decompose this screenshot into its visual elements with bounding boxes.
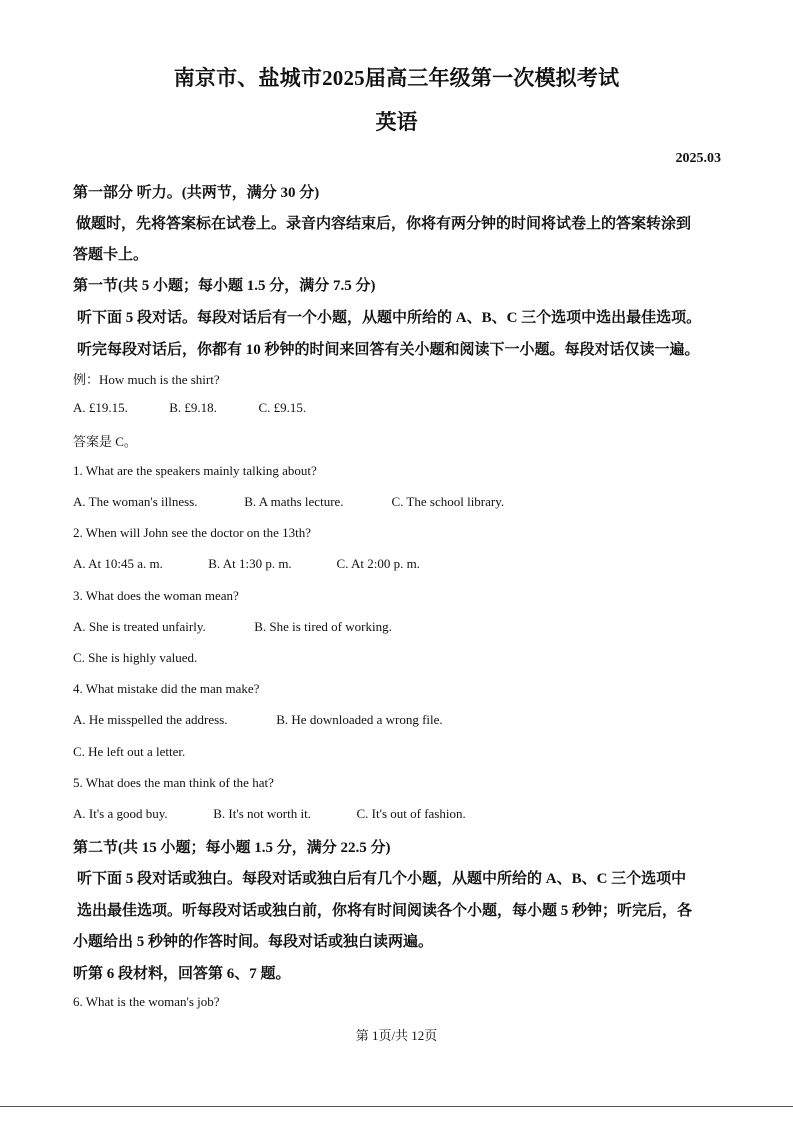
option-a: A. £19.15. bbox=[73, 400, 128, 415]
part1-heading: 第一部分 听力。(共两节，满分 30 分) bbox=[73, 185, 320, 201]
option-b: B. She is tired of working. bbox=[254, 619, 392, 634]
question-5-options bbox=[73, 806, 466, 822]
section2-instruction-line3: 小题给出 5 秒钟的作答时间。每段对话或独白读两遍。 bbox=[73, 934, 434, 950]
option-b: B. He downloaded a wrong file. bbox=[276, 712, 443, 727]
exam-title: 南京市、盐城市2025届高三年级第一次模拟考试 bbox=[173, 66, 620, 90]
option-a: A. It's a good buy. bbox=[73, 806, 168, 821]
question-1: 1. What are the speakers mainly talking about? bbox=[73, 463, 317, 478]
section1-instruction-line1: 听下面 5 段对话。每段对话后有一个小题，从题中所给的 A、B、C 三个选项中选出最佳选项。 bbox=[77, 310, 702, 326]
example-question: 例：How much is the shirt? bbox=[73, 372, 220, 387]
option-c: C. £9.15. bbox=[258, 400, 307, 415]
question-2: 2. When will John see the doctor on the 13th? bbox=[73, 525, 312, 540]
question-4-options bbox=[73, 712, 443, 728]
part1-instruction-line2: 答题卡上。 bbox=[73, 247, 149, 263]
section1-instruction-line2: 听完每段对话后，你都有 10 秒钟的时间来回答有关小题和阅读下一小题。每段对话仅读一遍。 bbox=[77, 342, 700, 358]
exam-date: 2025.03 bbox=[675, 151, 721, 166]
example-answer: 答案是 C。 bbox=[73, 434, 137, 449]
question-4-option-c: C. He left out a letter. bbox=[73, 744, 186, 759]
page-footer: 第 1页/共 12页 bbox=[355, 1028, 438, 1043]
section1-heading: 第一节(共 5 小题；每小题 1.5 分，满分 7.5 分) bbox=[73, 278, 376, 294]
option-a: A. The woman's illness. bbox=[73, 494, 198, 509]
question-6: 6. What is the woman's job? bbox=[73, 994, 220, 1009]
material-6-heading: 听第 6 段材料，回答第 6、7 题。 bbox=[73, 966, 291, 982]
option-a: A. She is treated unfairly. bbox=[73, 619, 206, 634]
question-3: 3. What does the woman mean? bbox=[73, 588, 239, 603]
option-b: B. It's not worth it. bbox=[213, 806, 311, 821]
section2-heading: 第二节(共 15 小题；每小题 1.5 分，满分 22.5 分) bbox=[73, 840, 391, 856]
option-c: C. It's out of fashion. bbox=[356, 806, 466, 821]
question-4: 4. What mistake did the man make? bbox=[73, 681, 260, 696]
part1-instruction-line1: 做题时，先将答案标在试卷上。录音内容结束后，你将有两分钟的时间将试卷上的答案转涂到 bbox=[76, 216, 692, 232]
question-3-options bbox=[73, 619, 392, 635]
question-3-option-c: C. She is highly valued. bbox=[73, 650, 198, 665]
option-b: B. £9.18. bbox=[169, 400, 217, 415]
option-a: A. He misspelled the address. bbox=[73, 712, 228, 727]
option-a: A. At 10:45 a. m. bbox=[73, 556, 163, 571]
option-c: C. The school library. bbox=[391, 494, 505, 509]
question-5: 5. What does the man think of the hat? bbox=[73, 775, 274, 790]
option-b: B. At 1:30 p. m. bbox=[208, 556, 292, 571]
section2-instruction-line2: 选出最佳选项。听每段对话或独白前，你将有时间阅读各个小题，每小题 5 秒钟；听完后，各 bbox=[77, 903, 693, 919]
bottom-rule bbox=[0, 1106, 793, 1107]
question-1-options bbox=[73, 494, 504, 510]
option-c: C. At 2:00 p. m. bbox=[336, 556, 420, 571]
section2-instruction-line1: 听下面 5 段对话或独白。每段对话或独白后有几个小题，从题中所给的 A、B、C 三个选项中 bbox=[77, 871, 687, 887]
example-options bbox=[73, 400, 306, 416]
question-2-options bbox=[73, 556, 420, 572]
option-b: B. A maths lecture. bbox=[244, 494, 344, 509]
subject-title: 英语 bbox=[375, 110, 418, 134]
